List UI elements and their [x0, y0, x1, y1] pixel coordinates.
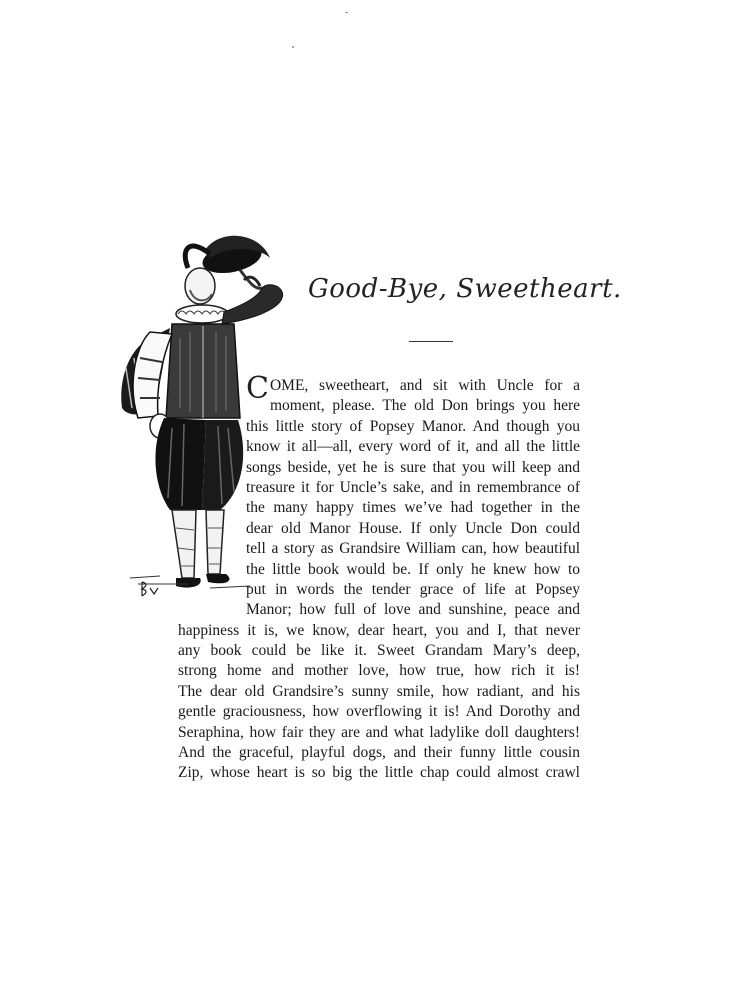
body-text [178, 371, 580, 784]
text-line: The dear old Grandsire’s sunny smile, how radiant, and his [178, 682, 580, 700]
text-line: put in words the tender grace of life at Popsey [246, 580, 580, 598]
text-line: the many happy times we’ve had together in the [246, 499, 580, 517]
text-line: treasure it for Uncle’s sake, and in remembrance of [246, 478, 580, 496]
text-line: happiness it is, we know, dear heart, you and I, that never [178, 621, 580, 639]
text-line: gentle graciousness, how overflowing it is! And Dorothy and [178, 703, 580, 721]
title-rule [409, 341, 453, 342]
page-speck [345, 12, 348, 13]
text-line: know it all—all, every word of it, and all the little [246, 438, 580, 456]
text-line: moment, please. The old Don brings you here [269, 397, 580, 415]
page-speck [292, 46, 294, 48]
text-line: any book could be like it. Sweet Grandam Mary’s deep, [178, 642, 580, 660]
chapter-title: Good-Bye, Sweetheart. [308, 274, 622, 304]
text-line: strong home and mother love, how true, how rich it is! [178, 662, 580, 680]
text-line: Manor; how full of love and sunshine, peace and [246, 601, 580, 619]
text-line: this little story of Popsey Manor. And though you [246, 417, 580, 435]
text-line: Seraphina, how fair they are and what ladylike doll daughters! [178, 723, 580, 741]
text-line: dear old Manor House. If only Uncle Don could [246, 519, 580, 537]
text-line: songs beside, yet he is sure that you will keep and [246, 458, 580, 476]
text-line: COME, sweetheart, and sit with Uncle for a [246, 371, 580, 406]
text-line: And the graceful, playful dogs, and their funny little cousin [178, 744, 580, 762]
text-line: the little book would be. If only he knew how to [246, 560, 580, 578]
text-line: tell a story as Grandsire William can, how beautiful [246, 540, 580, 558]
text-line: Zip, whose heart is so big the little chap could almost crawl [178, 764, 580, 782]
drop-cap: C [246, 371, 269, 406]
